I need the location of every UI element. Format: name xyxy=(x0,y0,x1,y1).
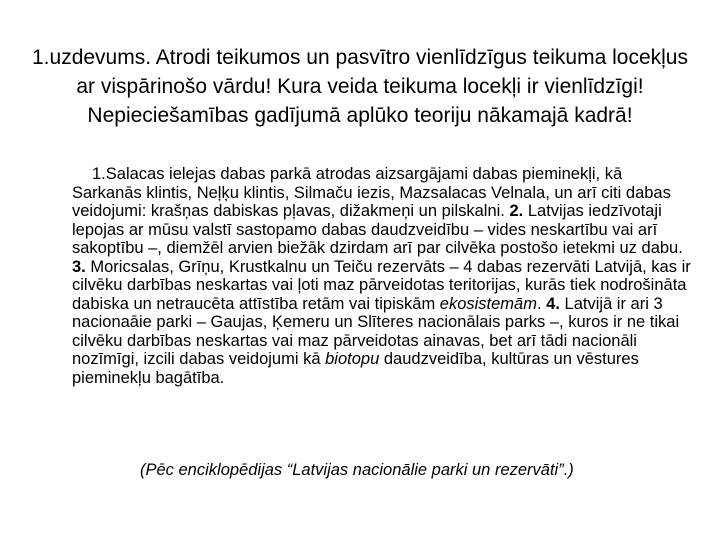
sentence-3-number: 3. xyxy=(72,257,86,276)
sentence-4-number: 4. xyxy=(546,294,560,313)
page-title: 1.uzdevums. Atrodi teikumos un pasvītro vienlīdzīgus teikuma locekļus ar vispārinošo vārdu! Kura veida teikuma locekļi ir vienlīdzīgi! Nepieciešamības gadījumā aplūko teoriju nākamajā kadrā! xyxy=(32,46,688,127)
sentence-4-text: Latvijā ir ari 3 nacionaāie parki – Gaujas, Ķemeru un Slīteres nacionālais parks –, kuros ir ne tikai cilvēku darbības neskartas vai maz pārveidotas ainavas, bet arī tādi nacionāli nozīmīgi, izcili dabas veidojumi kā xyxy=(72,294,680,368)
sentence-1-text: Salacas ielejas dabas parkā atrodas aizsargājami dabas pieminekļi, kā Sarkanās klintis, Neļķu klintis, Silmaču iezis, Mazsalacas Velnala, un arī citi dabas veidojumi: krašņas dabiskas pļavas, dižakmeņi un pilskalni. xyxy=(72,165,671,220)
source-citation: (Pēc enciklopēdijas “Latvijas nacionālie parki un rezervāti”.) xyxy=(140,461,574,479)
sentence-2-number: 2. xyxy=(509,202,524,220)
sentence-4-italic-term: biotopu xyxy=(325,350,380,368)
sentence-2-text: Latvijas iedzīvotaji lepojas ar mūsu valstī sastopamo dabas daudzveidību – vides neskartību vai arī sakoptību –, diemžēl arvien biežāk dzirdam arī par cilvēka postošo ietekmi uz dabu. xyxy=(72,202,683,257)
sentence-3-text: Moricsalas, Grīņu, Krustkalnu un Teiču rezervāts – 4 dabas rezervāti Latvijā, kas ir cilvēku darbības neskartas vai ļoti maz pārveidotas teritorijas, kurās tiek nodrošināta dabiska un netraucēta attīstība retām vai tipiskām xyxy=(72,257,691,313)
sentence-1-number: 1. xyxy=(92,165,106,183)
sentence-3-end: . xyxy=(536,294,542,313)
exercise-paragraph xyxy=(72,165,692,387)
sentence-4-end: daudzveidība, kultūras un vēstures pieminekļu bagātība. xyxy=(72,350,639,387)
sentence-3-italic-term: ekosistemām xyxy=(439,294,537,313)
